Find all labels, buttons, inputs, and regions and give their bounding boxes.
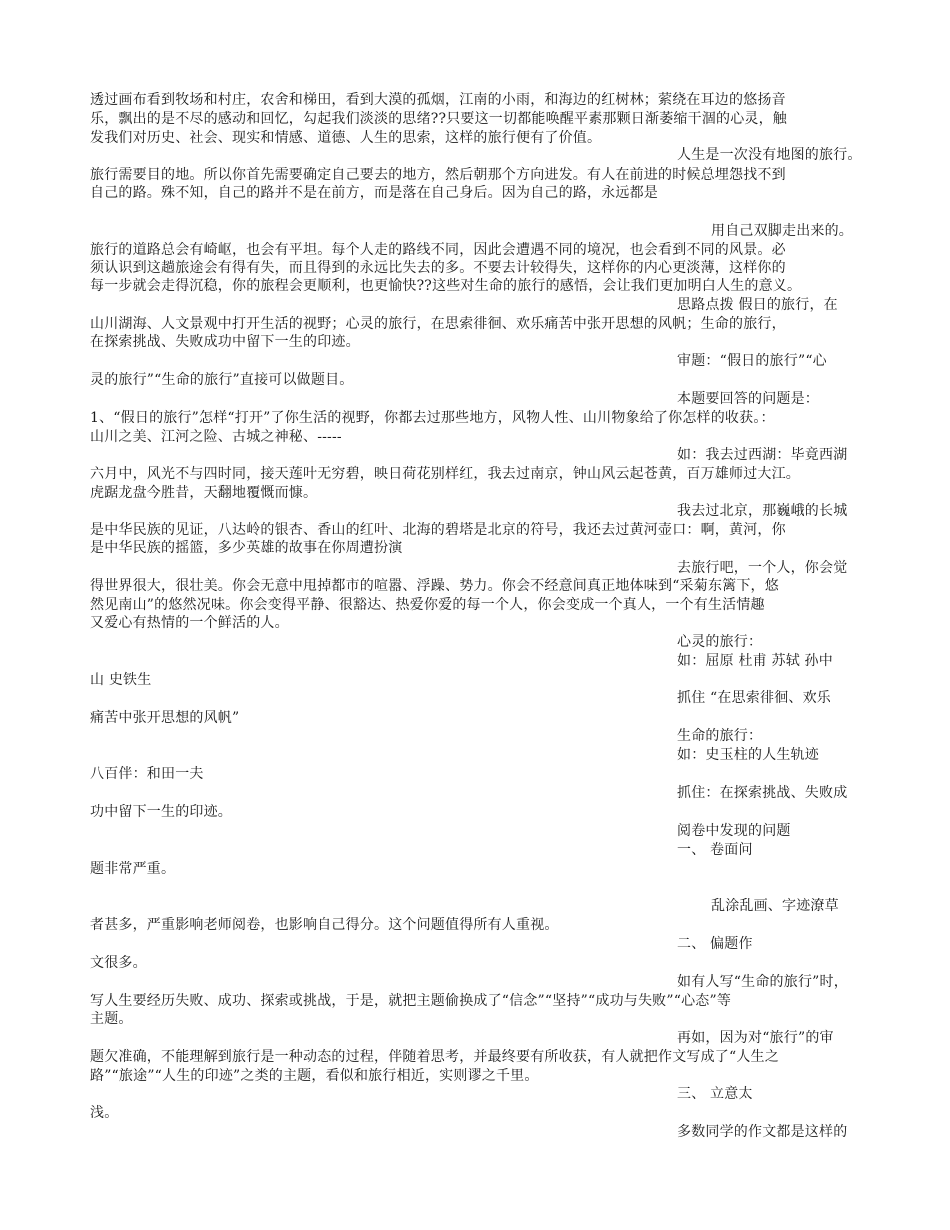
text-line: 如有人写“生命的旅行”时， — [677, 974, 848, 990]
text-line: 人生是一次没有地图的旅行。 — [677, 147, 862, 163]
text-line: 透过画布看到牧场和村庄，农舍和梯田，看到大漠的孤烟，江南的小雨，和海边的红树林；萦绕在耳边的悠扬音 — [90, 92, 786, 108]
text-line: 虎踞龙盘今胜昔，天翻地覆慨而慷。 — [90, 485, 318, 501]
text-line: 抓住：在探索挑战、失败成 — [677, 785, 848, 801]
text-line: 抓住 “在思索徘徊、欢乐 — [677, 690, 832, 706]
text-line: 写人生要经历失败、成功、探索或挑战，于是，就把主题偷换成了“信念”“坚持”“成功与失败”“心态”等 — [90, 993, 732, 1009]
text-line: 一、 卷面问 — [677, 842, 753, 858]
text-line: 旅行的道路总会有崎岖，也会有平坦。每个人走的路线不同，因此会遭遇不同的境况，也会看到不同的风景。必 — [90, 242, 786, 258]
text-line: 又爱心有热情的一个鲜活的人。 — [90, 615, 289, 631]
text-line: 审题：“假日的旅行”“心 — [677, 353, 827, 369]
text-line: 再如，因为对“旅行”的审 — [677, 1030, 834, 1046]
text-line: 山川之美、江河之险、古城之神秘、----- — [90, 429, 342, 445]
text-line: 每一步就会走得沉稳，你的旅程会更顺利，也更愉快??这些对生命的旅行的感悟，会让我们更加明白人生的意义。 — [90, 278, 802, 294]
text-line: 是中华民族的摇篮，多少英雄的故事在你周遭扮演 — [90, 540, 403, 556]
text-line: 乱涂乱画、字迹潦草 — [711, 898, 839, 914]
text-line: 二、 偏题作 — [677, 936, 753, 952]
text-line: 须认识到这趟旅途会有得有失，而且得到的永远比失去的多。不要去计较得失，这样你的内心更淡薄，这样你的 — [90, 260, 786, 276]
text-line: 生命的旅行： — [677, 728, 763, 744]
text-line: 八百伴：和田一夫 — [90, 766, 204, 782]
text-line: 如：屈原 杜甫 苏轼 孙中 — [677, 653, 833, 669]
text-line: 阅卷中发现的问题 — [677, 823, 791, 839]
text-line: 1、“假日的旅行”怎样“打开”了你生活的视野，你都去过那些地方，风物人性、山川物象给了你怎样的收获。： — [90, 410, 775, 426]
text-line: 思路点拨 假日的旅行，在 — [677, 297, 838, 313]
text-line: 山川湖海、人文景观中打开生活的视野；心灵的旅行，在思索徘徊、欢乐痛苦中张开思想的风帆；生命的旅行， — [90, 316, 786, 332]
text-line: 山 史铁生 — [90, 672, 152, 688]
text-line: 然见南山”的悠然况味。你会变得平静、很豁达、热爱你爱的每一个人，你会变成一个真人，一个有生活情趣 — [90, 597, 765, 613]
text-line: 题欠准确，不能理解到旅行是一种动态的过程，伴随着思考，并最终要有所收获，有人就把作文写成了“人生之 — [90, 1049, 779, 1065]
text-line: 我去过北京，那巍峨的长城 — [677, 503, 848, 519]
text-line: 是中华民族的见证，八达岭的银杏、香山的红叶、北海的碧塔是北京的符号，我还去过黄河壶口：啊，黄河，你 — [90, 522, 786, 538]
text-line: 用自己双脚走出来的。 — [711, 223, 853, 239]
text-line: 路”“旅途”“人生的印迹”之类的主题，看似和旅行相近，实则谬之千里。 — [90, 1068, 539, 1084]
text-line: 三、 立意太 — [677, 1086, 753, 1102]
text-line: 心灵的旅行： — [677, 634, 763, 650]
text-line: 在探索挑战、失败成功中留下一生的印迹。 — [90, 334, 360, 350]
text-line: 去旅行吧，一个人，你会觉 — [677, 560, 848, 576]
text-line: 发我们对历史、社会、现实和情感、道德、人生的思索，这样的旅行便有了价值。 — [90, 130, 602, 146]
text-line: 文很多。 — [90, 955, 147, 971]
text-line: 功中留下一生的印迹。 — [90, 804, 232, 820]
text-line: 题非常严重。 — [90, 861, 176, 877]
text-line: 灵的旅行”“生命的旅行”直接可以做题目。 — [90, 372, 354, 388]
text-line: 主题。 — [90, 1011, 133, 1027]
text-line: 多数同学的作文都是这样的 — [677, 1124, 848, 1140]
text-line: 六月中，风光不与四时同，接天莲叶无穷碧，映日荷花别样红，我去过南京，钟山风云起苍黄，百万雄师过大江。 — [90, 466, 800, 482]
text-line: 如：我去过西湖：毕竟西湖 — [677, 447, 848, 463]
text-line: 乐，飘出的是不尽的感动和回忆，勾起我们淡淡的思绪??只要这一切都能唤醒平素那颗日渐萎缩干涸的心灵，触 — [90, 111, 788, 127]
text-line: 痛苦中张开思想的风帆” — [90, 710, 240, 726]
text-line: 浅。 — [90, 1105, 119, 1121]
text-line: 旅行需要目的地。所以你首先需要确定自己要去的地方，然后朝那个方向进发。有人在前进的时候总埋怨找不到 — [90, 167, 786, 183]
text-line: 如：史玉柱的人生轨迹 — [677, 747, 819, 763]
text-line: 者甚多，严重影响老师阅卷，也影响自己得分。这个问题值得所有人重视。 — [90, 917, 559, 933]
text-line: 本题要回答的问题是： — [677, 391, 819, 407]
text-line: 得世界很大，很壮美。你会无意中甩掉都市的喧嚣、浮躁、势力。你会不经意间真正地体味到“采菊东篱下，悠 — [90, 578, 779, 594]
text-line: 自己的路。殊不知，自己的路并不是在前方，而是落在自己身后。因为自己的路，永远都是 — [90, 185, 658, 201]
